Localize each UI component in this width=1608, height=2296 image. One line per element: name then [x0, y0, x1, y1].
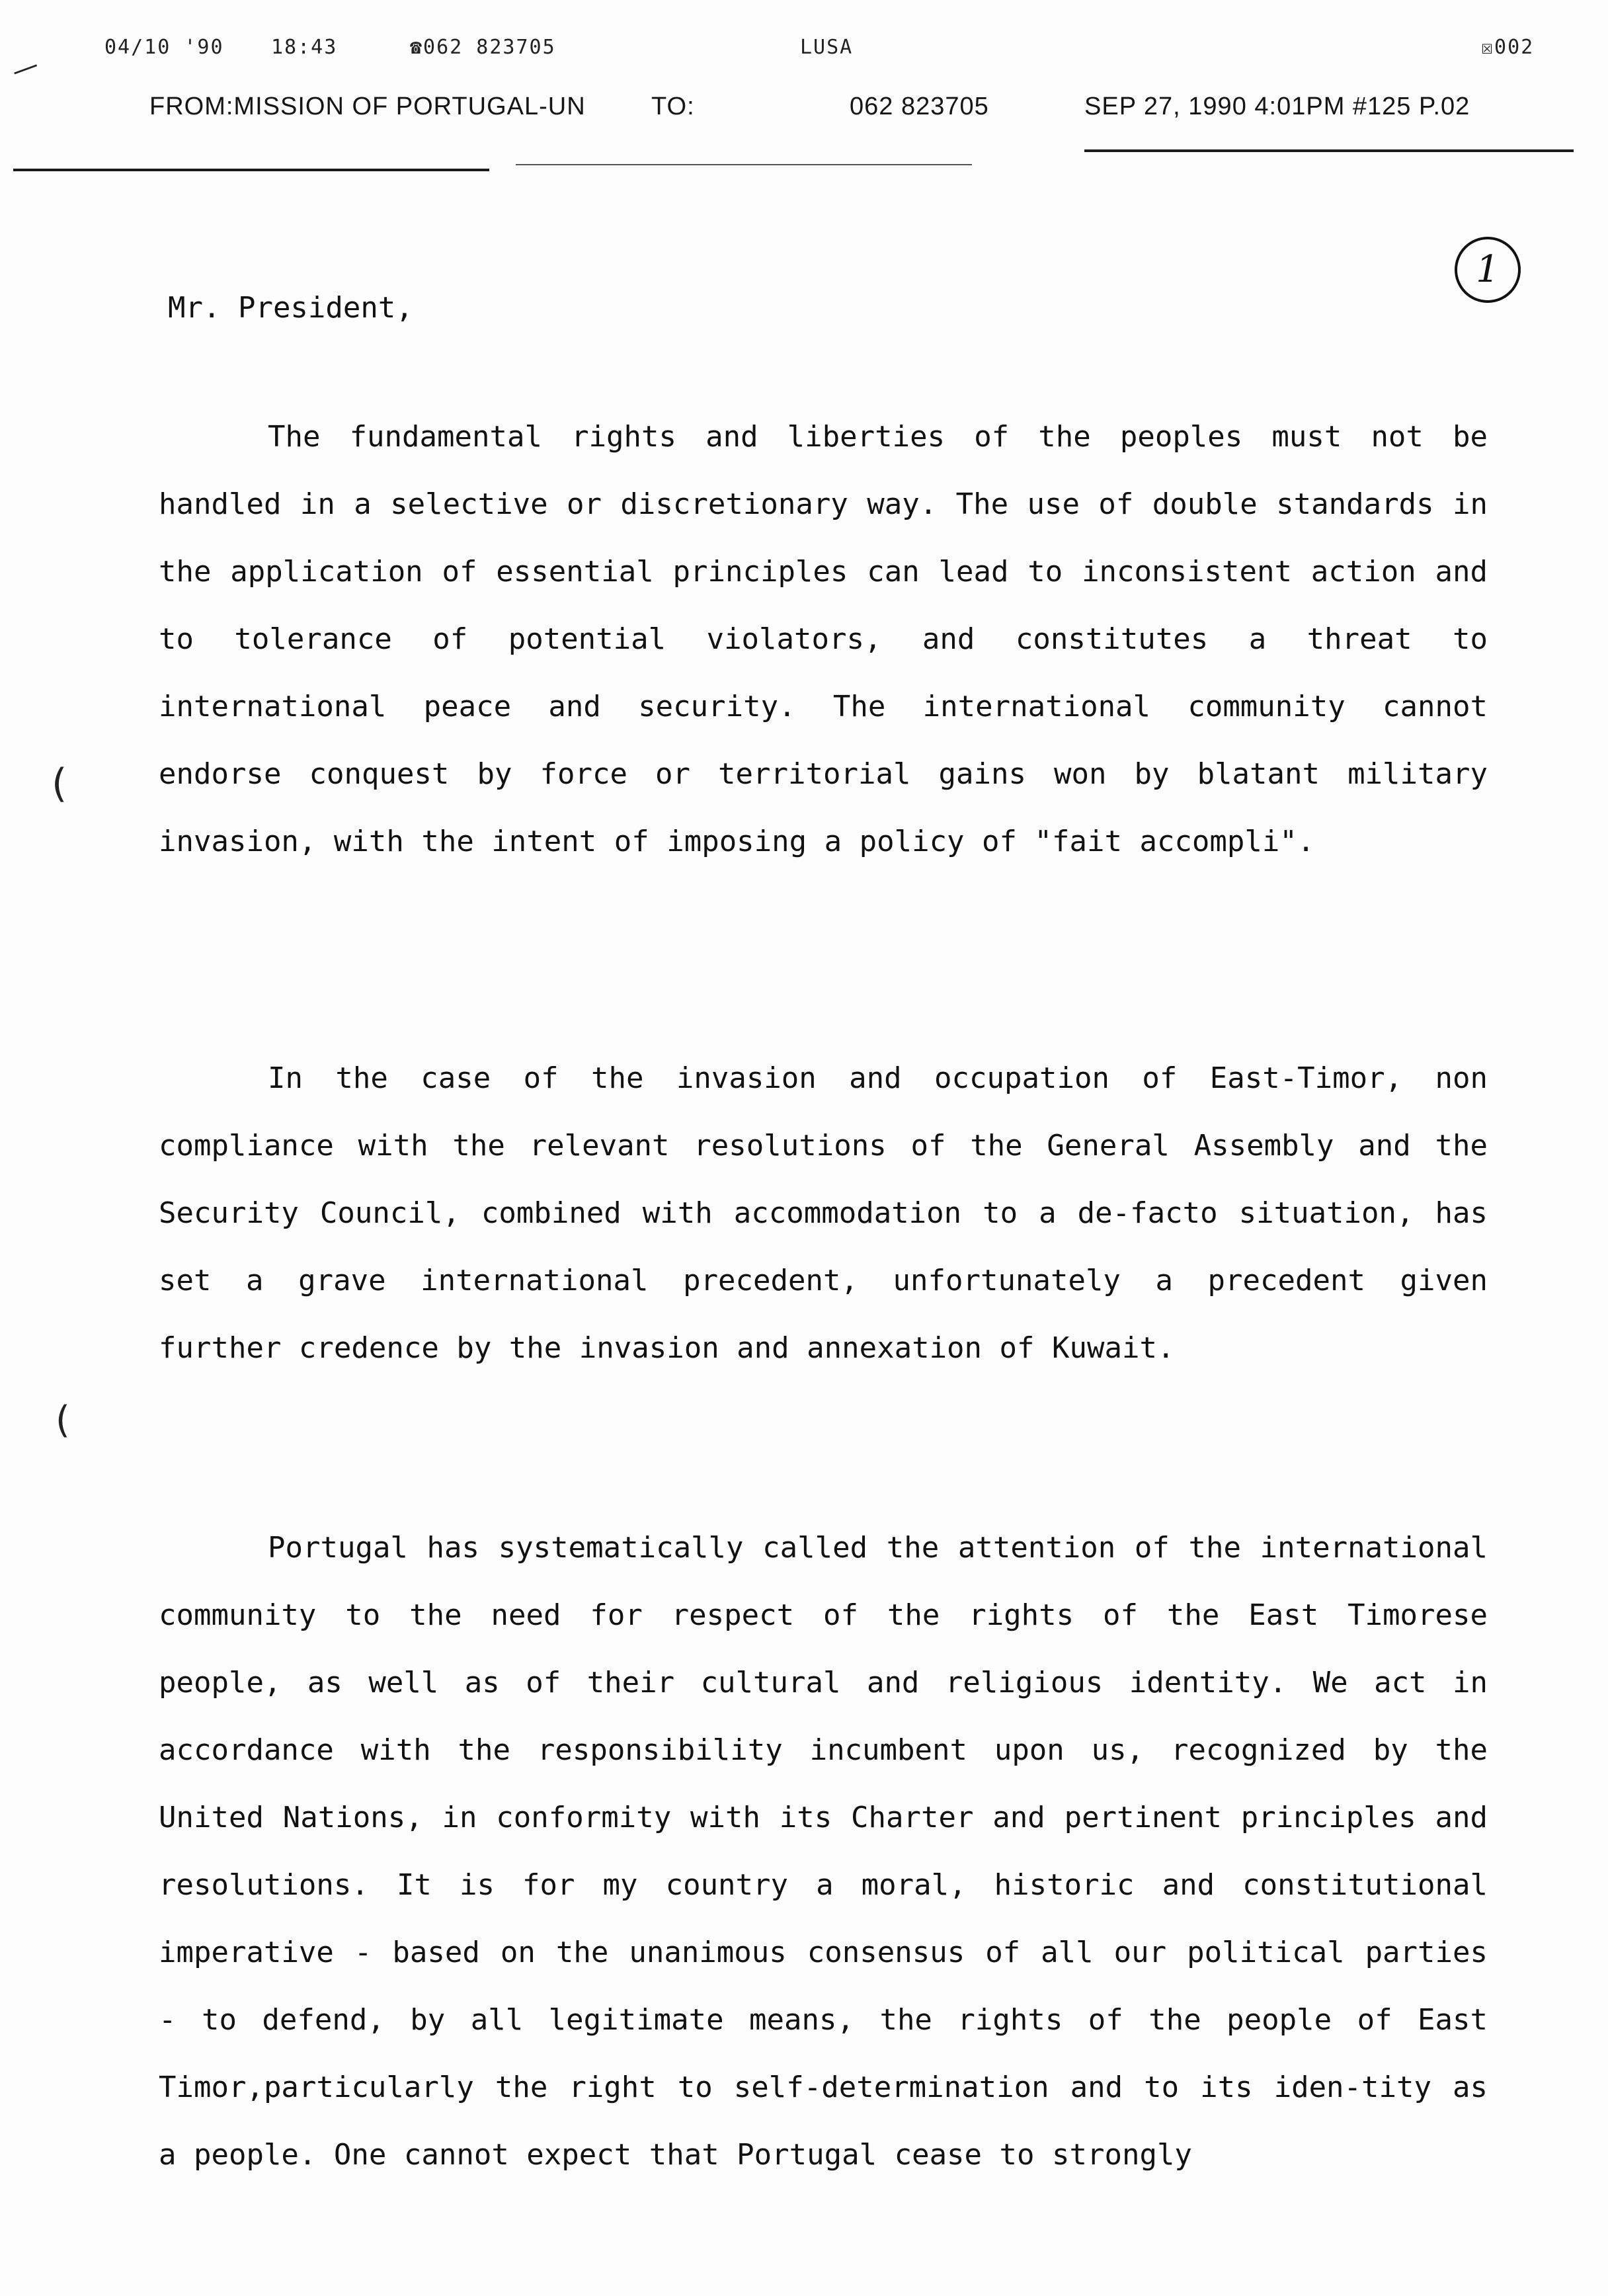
paragraph-1: The fundamental rights and liberties of the peoples must not be handled in a selective or discretionary way. The use of double standards in the application of essential principles can lead to inconsistent action and to tolerance of potential violators, and constitutes a threat to international peace and security. The international community cannot endorse conquest by force or territorial gains won by blatant military invasion, with the intent of imposing a policy of "fait accompli".: [159, 420, 1488, 858]
fax-date: 04/10 '90: [104, 36, 224, 59]
recipient-phone: 062 823705: [850, 93, 989, 120]
stray-pen-mark: —: [7, 49, 43, 87]
header-rule-right: [1084, 149, 1574, 152]
margin-pen-mark: (: [52, 760, 67, 807]
circled-page-number: 1: [1455, 237, 1521, 303]
salutation: Mr. President,: [168, 291, 413, 325]
fax-time: 18:43: [271, 36, 338, 59]
paragraph-3: Portugal has systematically called the attention of the international community to the need for respect of the rights of the East Timorese people, as well as of their cultural and religious identity. We act in accordance with the responsibility incumbent upon us, recognized by the United Nations, in conformity with its Charter and pertinent principles and resolutions. It is for my country a moral, historic and constitutional imperative - based on the unanimous consensus of all our political parties - to defend, by all legitimate means, the rights of the people of East Timor,particularly the right to self-determination and to its iden-tity as a people. One cannot expect that Portugal cease to strongly: [159, 1531, 1488, 2172]
paragraph-2: In the case of the invasion and occupation of East-Timor, non compliance with the relevant resolutions of the General Assembly and the Security Council, combined with accommodation to a de-facto situation, has set a grave international precedent, unfortunately a precedent given further credence by the invasion and annexation of Kuwait.: [159, 1061, 1488, 1365]
sender-line: FROM:MISSION OF PORTUGAL-UN: [149, 93, 586, 120]
transmission-stamp: SEP 27, 1990 4:01PM #125 P.02: [1084, 93, 1470, 120]
header-rule-left: [13, 169, 489, 171]
fax-number: ☎062 823705: [410, 36, 556, 59]
recipient-label: TO:: [651, 93, 695, 120]
header-rule-middle: [516, 164, 972, 165]
margin-pen-mark: (: [56, 1399, 70, 1442]
fax-source: LUSA: [800, 36, 854, 59]
fax-page-code: ☒002: [1481, 36, 1535, 59]
